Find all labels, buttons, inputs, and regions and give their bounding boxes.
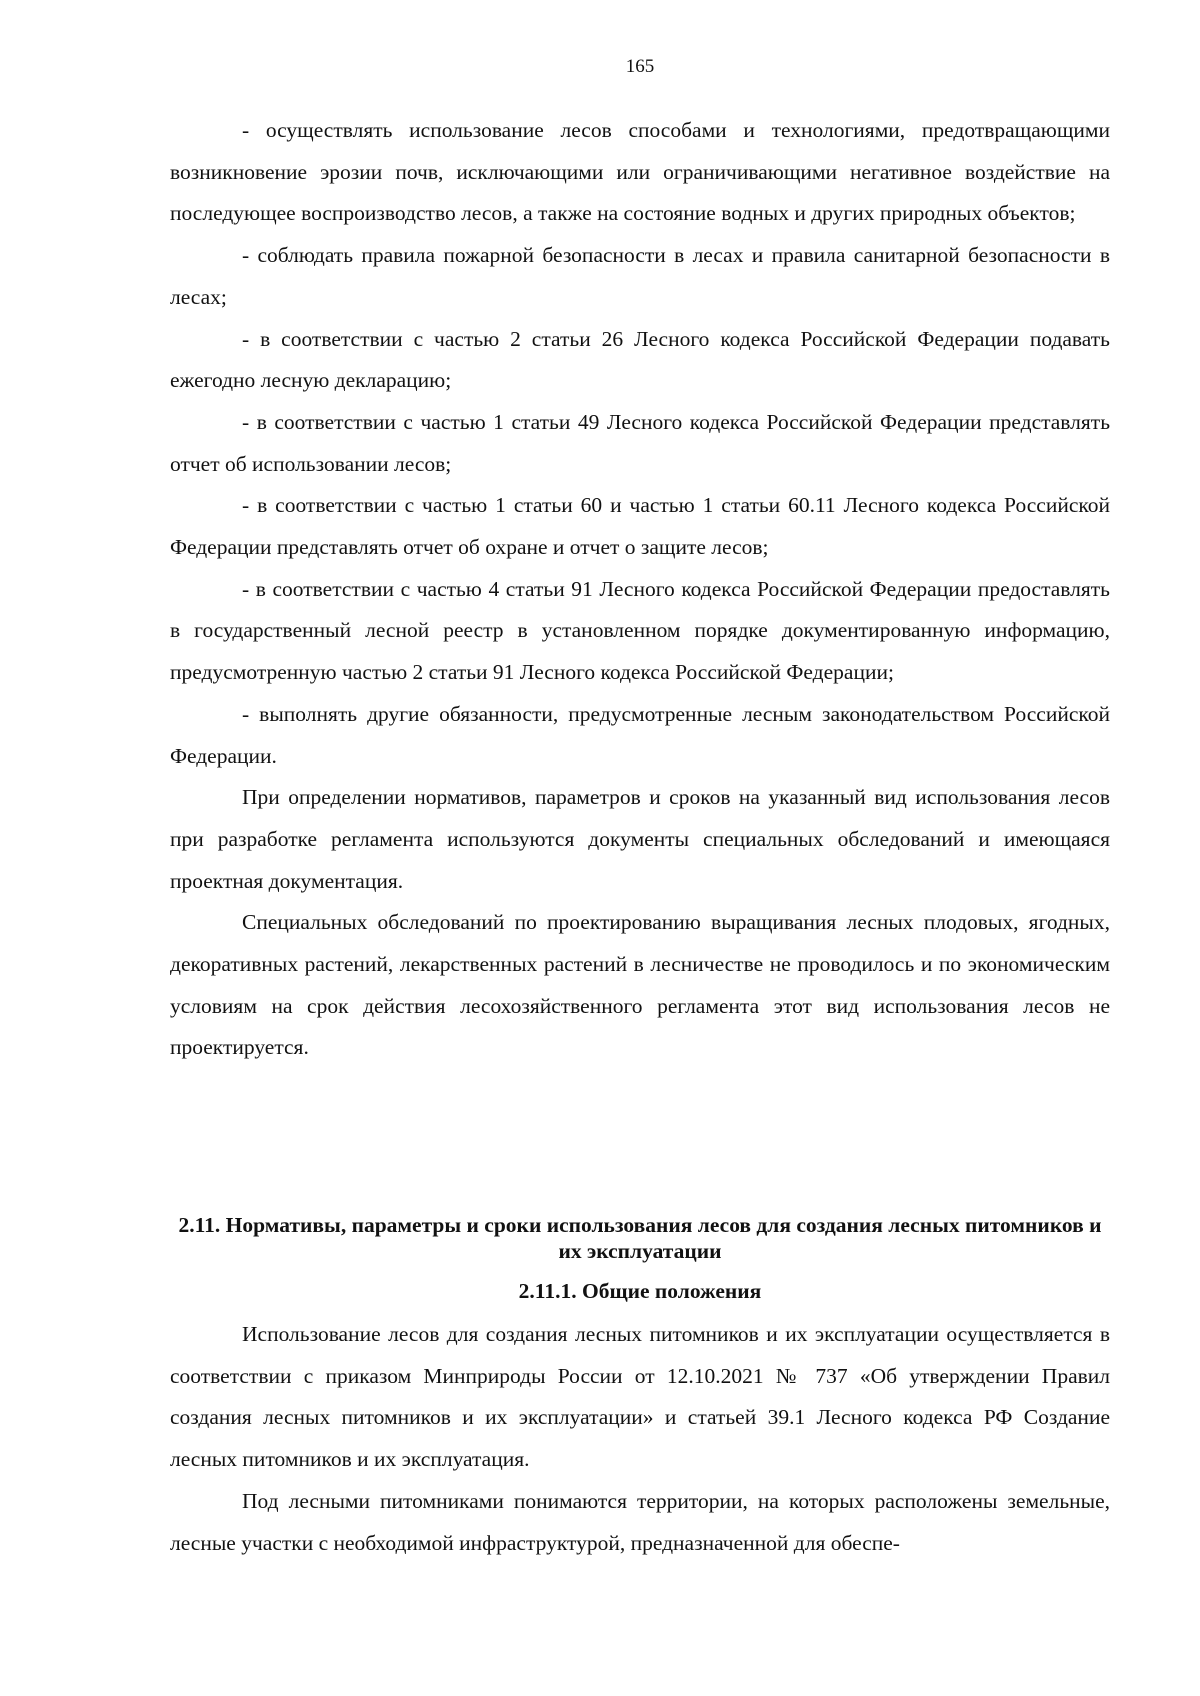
paragraph: Специальных обследований по проектированию выращивания лесных плодовых, ягодных, декоративных растений, лекарственных растений в лесничестве не проводилось и по экономическим условиям на срок действия лесохозяйственного регламента этот вид использования лесов не проектируется. [170, 910, 1110, 1060]
paragraph: - осуществлять использование лесов способами и технологиями, предотвращающими возникновение эрозии почв, исключающими или ограничивающими негативное воздействие на последующее воспроизводство лесов, а также на состояние водных и других природных объектов; [170, 118, 1110, 226]
paragraph: - в соответствии с частью 1 статьи 60 и частью 1 статьи 60.11 Лесного кодекса Российской Федерации представлять отчет об охране и отчет о защите лесов; [170, 493, 1110, 560]
body-text-bottom [170, 1314, 1110, 1564]
paragraph: - в соответствии с частью 1 статьи 49 Лесного кодекса Российской Федерации представлять отчет об использовании лесов; [170, 409, 1110, 476]
paragraph: - выполнять другие обязанности, предусмотренные лесным законодательством Российской Федерации. [170, 701, 1110, 768]
paragraph: - в соответствии с частью 2 статьи 26 Лесного кодекса Российской Федерации подавать ежегодно лесную декларацию; [170, 326, 1110, 393]
document-page [170, 0, 1110, 1696]
body-text-top [170, 110, 1110, 1069]
paragraph: Использование лесов для создания лесных питомников и их эксплуатации осуществляется в соответствии с приказом Минприроды России от 12.10.2021 № 737 «Об утверждении Правил создания лесных питомников и их эксплуатации» и статьей 39.1 Лесного кодекса РФ Создание лесных питомников и их эксплуатация. [170, 1322, 1110, 1472]
paragraph: При определении нормативов, параметров и сроков на указанный вид использования лесов при разработке регламента используются документы специальных обследований и имеющаяся проектная документация. [170, 785, 1110, 893]
paragraph: Под лесными питомниками понимаются территории, на которых расположены земельные, лесные участки с необходимой инфраструктурой, предназначенной для обеспе- [170, 1488, 1110, 1555]
subsection-heading: 2.11.1. Общие положения [518, 1279, 762, 1303]
section-heading: 2.11. Нормативы, параметры и сроки использования лесов для создания лесных питомников и их эксплуатации [178, 1213, 1102, 1263]
paragraph: - в соответствии с частью 4 статьи 91 Лесного кодекса Российской Федерации предоставлять в государственный лесной реестр в установленном порядке документированную информацию, предусмотренную частью 2 статьи 91 Лесного кодекса Российской Федерации; [170, 576, 1110, 685]
page-number: 165 [625, 56, 655, 77]
paragraph: - соблюдать правила пожарной безопасности в лесах и правила санитарной безопасности в лесах; [170, 243, 1110, 309]
